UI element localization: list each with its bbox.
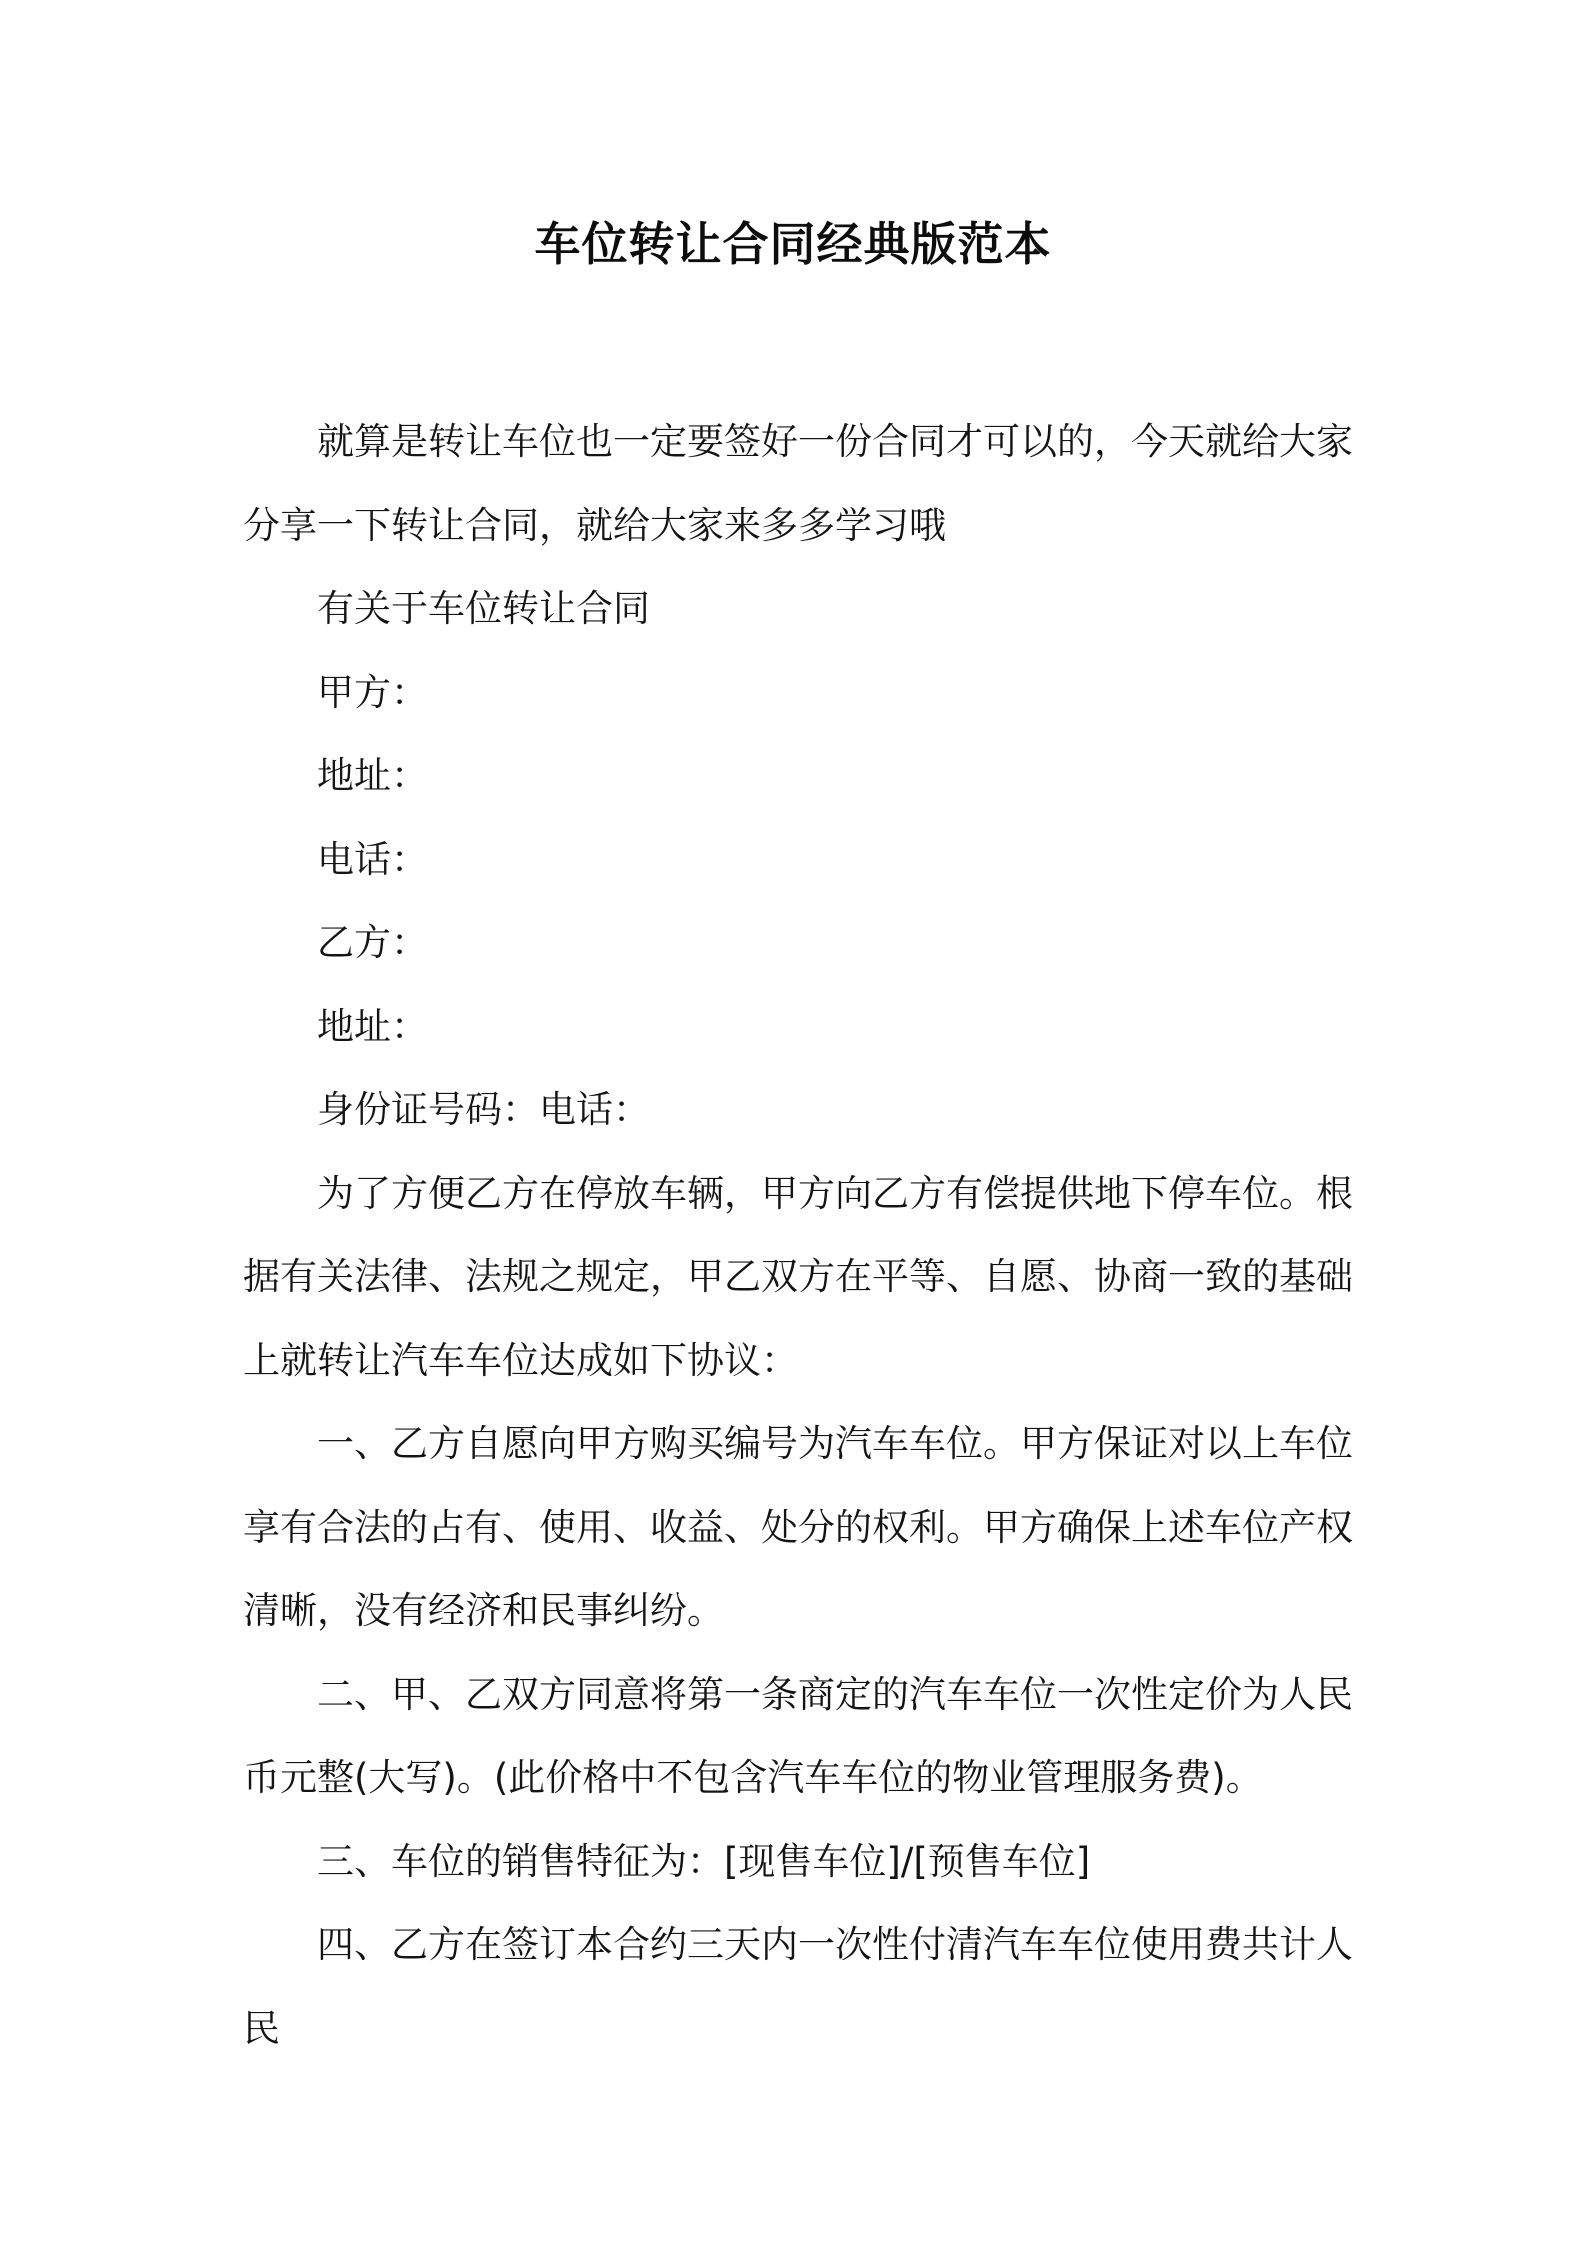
clause-2: 二、甲、乙双方同意将第一条商定的汽车车位一次性定价为人民币元整(大写)。(此价格中不包含汽车车位的物业管理服务费)。: [243, 1672, 1353, 1799]
preamble-paragraph: 为了方便乙方在停放车辆，甲方向乙方有偿提供地下停车位。根据有关法律、法规之规定，甲乙双方在平等、自愿、协商一致的基础上就转让汽车车位达成如下协议：: [243, 1171, 1353, 1382]
clause-4: 四、乙方在签订本合约三天内一次性付清汽车车位使用费共计人民: [243, 1923, 1353, 2050]
party-a-label: 甲方：: [317, 670, 428, 714]
document-title: 车位转让合同经典版范本: [534, 217, 1052, 271]
party-a-phone-label: 电话：: [317, 837, 428, 881]
clause-1: 一、乙方自愿向甲方购买编号为汽车车位。甲方保证对以上车位享有合法的占有、使用、收益、处分的权利。甲方确保上述车位产权清晰，没有经济和民事纠纷。: [243, 1422, 1353, 1632]
party-b-label: 乙方：: [317, 921, 428, 964]
document-body: [243, 400, 1353, 2070]
party-a-address-label: 地址：: [317, 754, 428, 797]
section-heading: 有关于车位转让合同: [317, 587, 650, 630]
clause-3: 三、车位的销售特征为：[现售车位]/[预售车位]: [317, 1839, 1091, 1883]
intro-paragraph: 就算是转让车位也一定要签好一份合同才可以的，今天就给大家分享一下转让合同，就给大家来多多学习哦: [243, 420, 1353, 547]
party-b-address-label: 地址：: [317, 1004, 428, 1048]
party-b-id-phone-label: 身份证号码：电话：: [317, 1088, 650, 1131]
